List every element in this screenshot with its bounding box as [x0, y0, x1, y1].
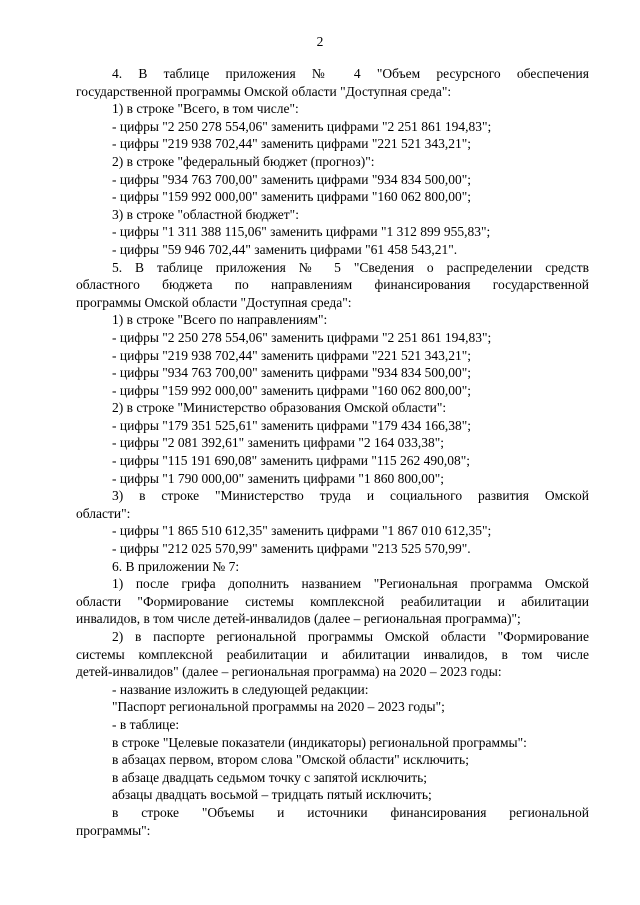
text-line: - цифры "1 865 510 612,35" заменить цифрами "1 867 010 612,35";	[112, 523, 492, 539]
text-line: в абзацах первом, втором слова "Омской области" исключить;	[112, 752, 469, 768]
text-line: - цифры "2 250 278 554,06" заменить цифрами "2 251 861 194,83";	[112, 329, 492, 345]
text-line: 2) в строке "Министерство образования Омской области":	[112, 400, 447, 416]
text-line: 2) в строке "федеральный бюджет (прогноз)":	[112, 153, 375, 169]
text-line: в абзаце двадцать седьмом точку с запятой исключить;	[112, 769, 428, 785]
text-line: - цифры "115 191 690,08" заменить цифрами "115 262 490,08";	[112, 453, 471, 469]
text-line: - цифры "2 250 278 554,06" заменить цифрами "2 251 861 194,83";	[112, 118, 492, 134]
text-line: - цифры "934 763 700,00" заменить цифрами "934 834 500,00";	[112, 171, 472, 187]
text-line: детей-инвалидов" (далее – региональная программа) на 2020 – 2023 годы:	[76, 664, 502, 680]
text-line: программы":	[76, 822, 151, 838]
text-line: "Паспорт региональной программы на 2020 – 2023 годы";	[112, 699, 445, 715]
text-line: 5. В таблице приложения № 5 "Сведения о распределении средств	[112, 259, 589, 275]
text-line: - цифры "219 938 702,44" заменить цифрами "221 521 343,21";	[112, 136, 472, 152]
text-line: - цифры "159 992 000,00" заменить цифрами "160 062 800,00";	[112, 382, 472, 398]
text-line: государственной программы Омской области "Доступная среда":	[76, 83, 452, 99]
text-line: области "Формирование системы комплексной реабилитации и абилитации	[76, 593, 589, 609]
text-line: 2) в паспорте региональной программы Омской области "Формирование	[112, 629, 589, 644]
text-line: - цифры "59 946 702,44" заменить цифрами "61 458 543,21".	[112, 241, 458, 257]
text-line: программы Омской области "Доступная среда":	[76, 294, 352, 310]
text-line: инвалидов, в том числе детей-инвалидов (далее – региональная программа)";	[76, 611, 521, 627]
text-line: в строке "Целевые показатели (индикаторы) региональной программы":	[112, 734, 527, 750]
text-line: 1) в строке "Всего по направлениям":	[112, 312, 328, 328]
text-line: абзацы двадцать восьмой – тридцать пятый исключить;	[112, 787, 432, 803]
text-line: - цифры "159 992 000,00" заменить цифрами "160 062 800,00";	[112, 189, 472, 205]
text-line: в строке "Объемы и источники финансирования региональной	[112, 804, 589, 820]
text-line: - цифры "934 763 700,00" заменить цифрами "934 834 500,00";	[112, 365, 472, 381]
text-line: 6. В приложении № 7:	[112, 558, 240, 574]
text-line: 1) после грифа дополнить названием "Региональная программа Омской	[112, 576, 589, 592]
text-line: - в таблице:	[112, 716, 180, 732]
text-line: 3) в строке "областной бюджет":	[112, 206, 299, 222]
text-line: областного бюджета по направлениям финансирования государственной	[76, 277, 589, 293]
text-line: системы комплексной реабилитации и абилитации инвалидов, в том числе	[76, 646, 589, 662]
text-line: - цифры "1 311 388 115,06" заменить цифрами "1 312 899 955,83";	[112, 224, 491, 240]
text-line: - цифры "212 025 570,99" заменить цифрами "213 525 570,99".	[112, 541, 471, 557]
text-line: - цифры "1 790 000,00" заменить цифрами "1 860 800,00";	[112, 470, 445, 486]
document-body	[76, 65, 589, 839]
page-number: 2	[316, 34, 324, 49]
text-line: 4. В таблице приложения № 4 "Объем ресурсного обеспечения	[112, 66, 589, 81]
text-line: области":	[76, 505, 131, 521]
text-line: 3) в строке "Министерство труда и социального развития Омской	[112, 488, 589, 504]
text-line: - цифры "2 081 392,61" заменить цифрами "2 164 033,38";	[112, 435, 445, 451]
text-line: - цифры "179 351 525,61" заменить цифрами "179 434 166,38";	[112, 417, 472, 433]
text-line: - название изложить в следующей редакции:	[112, 681, 369, 697]
text-line: 1) в строке "Всего, в том числе":	[112, 101, 299, 117]
text-line: - цифры "219 938 702,44" заменить цифрами "221 521 343,21";	[112, 347, 472, 363]
